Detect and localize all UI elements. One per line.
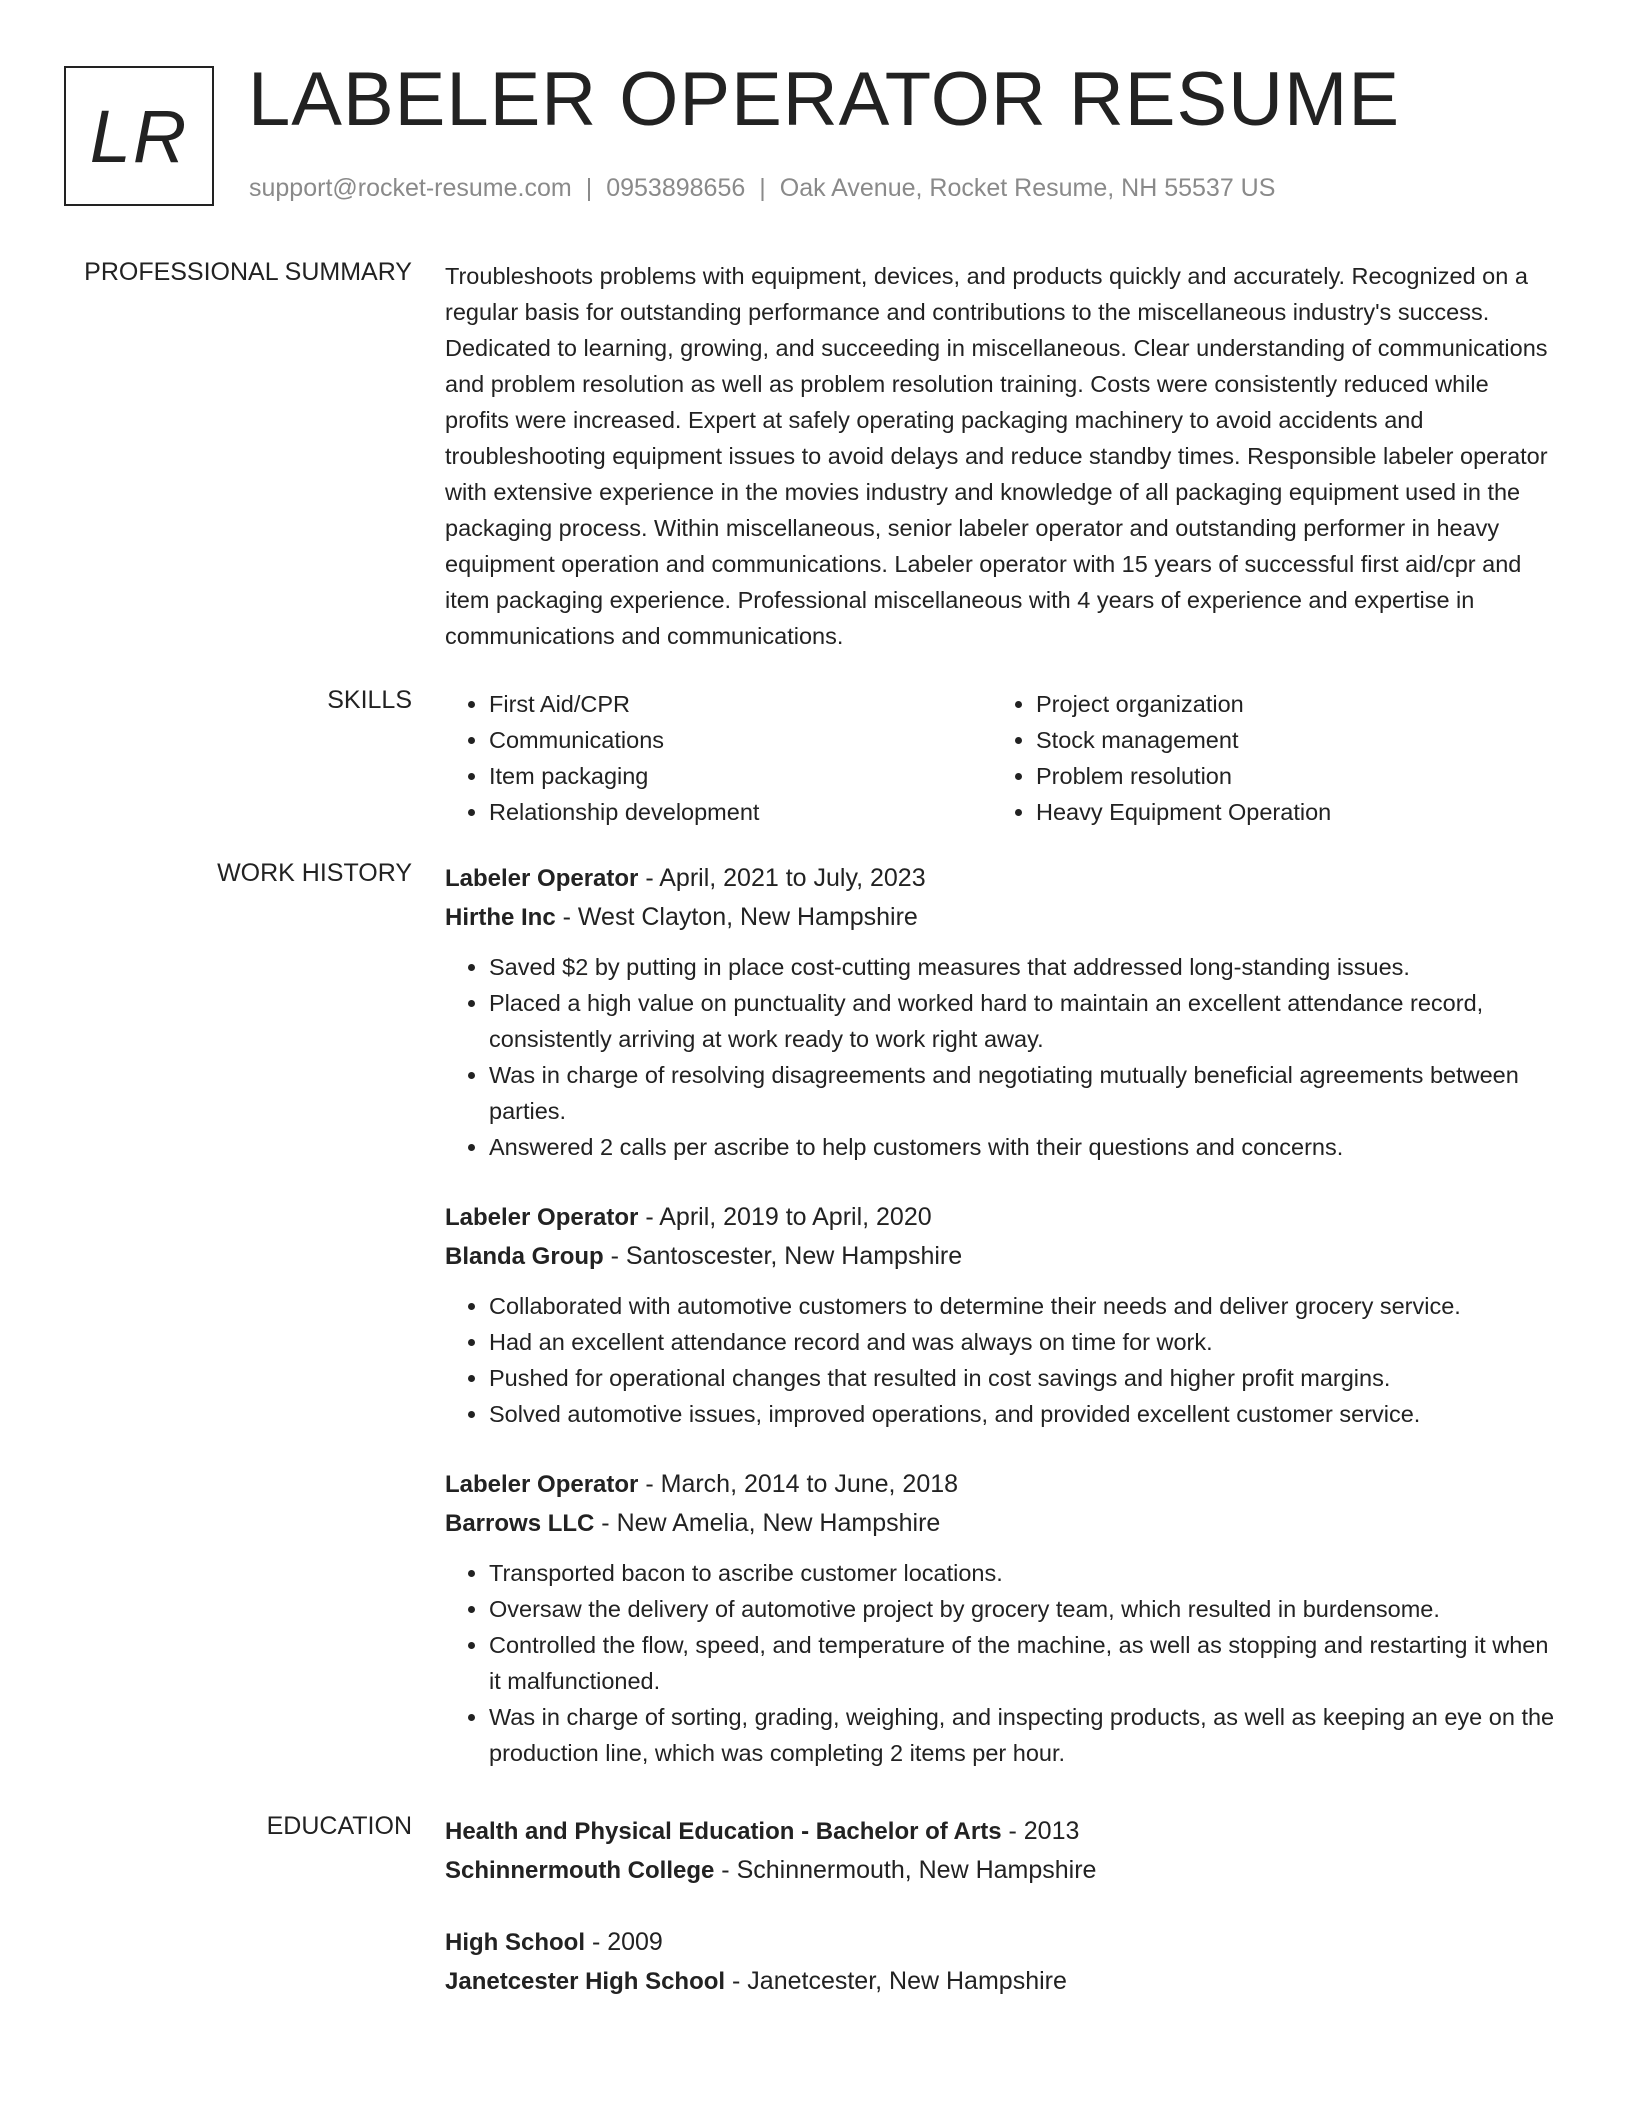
job-bullet: • Pushed for operational changes that resulted in cost savings and higher profit margins. [489,1360,1555,1396]
job-title: Labeler Operator [445,865,639,892]
job-title-line [445,1465,1555,1504]
job-title-line [445,1198,1555,1237]
job-company-line [445,1237,1555,1276]
job-entry [445,1198,1555,1432]
job-location: - West Clayton, New Hampshire [555,903,918,931]
section-label-skills: SKILLS [327,686,412,714]
job-title: Labeler Operator [445,1204,639,1231]
education-school-line [445,1962,1555,2001]
job-company-line [445,1504,1555,1543]
contact-phone: 0953898656 [606,174,746,202]
resume-title: LABELER OPERATOR RESUME [248,57,1401,142]
skills-columns [445,686,1555,830]
job-dates: - March, 2014 to June, 2018 [638,1470,959,1498]
education-degree-line [445,1923,1555,1962]
skill-item: • Heavy Equipment Operation [1036,794,1539,830]
contact-email: support@rocket-resume.com [249,174,572,202]
job-bullet: • Collaborated with automotive customers to determine their needs and deliver grocery service. [489,1288,1555,1324]
education-degree: High School [445,1929,585,1956]
job-bullet: • Solved automotive issues, improved operations, and provided excellent customer service. [489,1396,1555,1432]
education-school: Janetcester High School [445,1968,726,1995]
job-dates: - April, 2019 to April, 2020 [638,1203,932,1231]
job-bullets [445,949,1555,1165]
job-location: - New Amelia, New Hampshire [594,1509,941,1537]
job-bullets [445,1288,1555,1432]
contact-separator: | [585,174,593,202]
education-year: - 2009 [585,1928,663,1956]
skill-item: • First Aid/CPR [489,686,992,722]
contact-separator: | [759,174,766,202]
education-degree-line [445,1812,1555,1851]
section-label-work: WORK HISTORY [217,859,412,887]
skill-item: • Relationship development [489,794,992,830]
education-entry [445,1812,1555,1890]
job-dates: - April, 2021 to July, 2023 [638,864,926,892]
skill-item: • Problem resolution [1036,758,1539,794]
job-bullet: • Controlled the flow, speed, and temperature of the machine, as well as stopping and restarting it when it malfunctioned. [489,1627,1555,1699]
education-degree: Health and Physical Education - Bachelor of Arts [445,1818,1002,1845]
job-entry [445,1465,1555,1771]
skill-item: • Communications [489,722,992,758]
job-bullet: • Oversaw the delivery of automotive project by grocery team, which resulted in burdensome. [489,1591,1555,1627]
skill-item: • Project organization [1036,686,1539,722]
job-company: Blanda Group [445,1243,604,1270]
job-entry [445,859,1555,1165]
job-title-line [445,859,1555,898]
job-company-line [445,898,1555,937]
skill-item: • Stock management [1036,722,1539,758]
education-location: - Janetcester, New Hampshire [725,1967,1067,1995]
job-company: Barrows LLC [445,1510,595,1537]
education-location: - Schinnermouth, New Hampshire [714,1856,1097,1884]
section-label-summary: PROFESSIONAL SUMMARY [84,258,412,286]
monogram-logo: LR [64,66,214,206]
job-bullet: • Saved $2 by putting in place cost-cutting measures that addressed long-standing issues. [489,949,1555,985]
job-location: - Santoscester, New Hampshire [603,1242,963,1270]
job-title: Labeler Operator [445,1471,639,1498]
job-bullet: • Had an excellent attendance record and was always on time for work. [489,1324,1555,1360]
job-bullet: • Placed a high value on punctuality and worked hard to maintain an excellent attendance record, consistently arriving at work ready to work right away. [489,985,1555,1057]
education-school-line [445,1851,1555,1890]
job-bullet: • Answered 2 calls per ascribe to help customers with their questions and concerns. [489,1129,1555,1165]
skills-list-left [445,686,992,830]
education-school: Schinnermouth College [445,1857,715,1884]
contact-line [249,174,1275,203]
summary-text: Troubleshoots problems with equipment, devices, and products quickly and accurately. Recognized on a regular basis for outstanding performance and contributions to the miscellaneous industry's success. Dedicated to learning, growing, and succeeding in miscellaneous. Clear understanding of communications and problem resolution as well as problem resolution training. Costs were consistently reduced while profits were increased. Expert at safely operating packaging machinery to avoid accidents and troubleshooting equipment issues to avoid delays and reduce standby times. Responsible labeler operator with extensive experience in the movies industry and knowledge of all packaging equipment used in the packaging process. Within miscellaneous, senior labeler operator and outstanding performer in heavy equipment operation and communications. Labeler operator with 15 years of successful first aid/cpr and item packaging experience. Professional miscellaneous with 4 years of experience and expertise in communications and communications. [445,263,1548,649]
job-bullet: • Was in charge of resolving disagreements and negotiating mutually beneficial agreements between parties. [489,1057,1555,1129]
contact-address: Oak Avenue, Rocket Resume, NH 55537 US [779,174,1276,202]
skill-item: • Item packaging [489,758,992,794]
skills-list-right [992,686,1539,830]
job-bullets [445,1555,1555,1771]
job-bullet: • Was in charge of sorting, grading, weighing, and inspecting products, as well as keeping an eye on the production line, which was completing 2 items per hour. [489,1699,1555,1771]
section-label-education: EDUCATION [266,1812,412,1840]
education-year: - 2013 [1001,1817,1080,1845]
job-bullet: • Transported bacon to ascribe customer locations. [489,1555,1555,1591]
job-company: Hirthe Inc [445,904,556,931]
education-entry [445,1923,1555,2001]
